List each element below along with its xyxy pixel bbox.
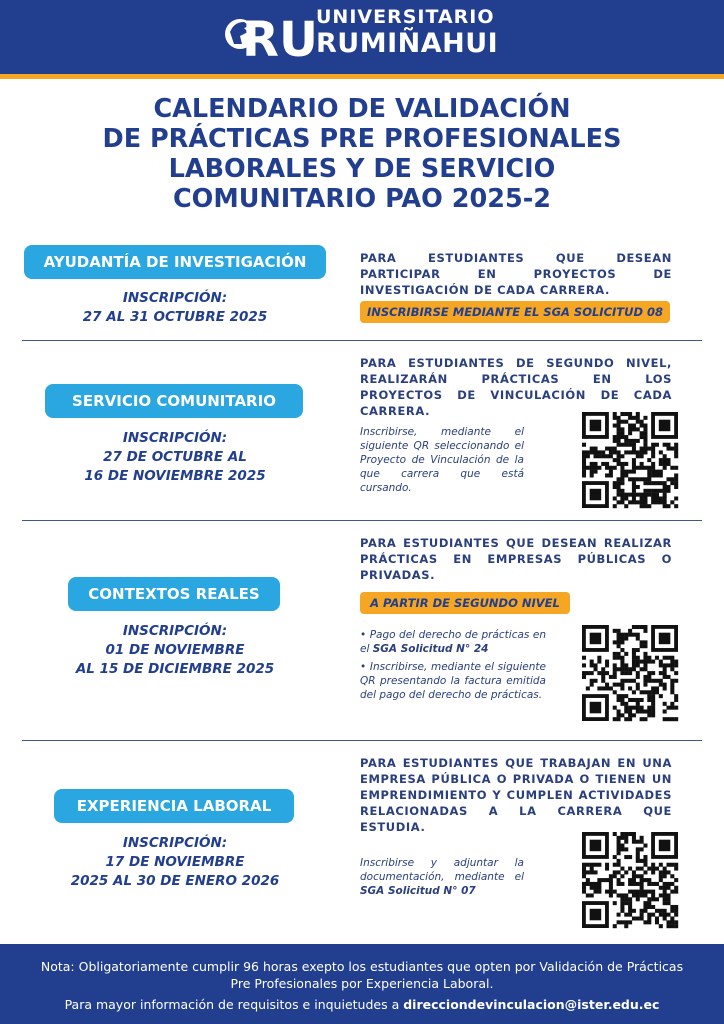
inscription-date: 27 AL 31 OCTUBRE 2025 xyxy=(82,309,268,325)
section-note xyxy=(360,856,524,898)
inscription-label: INSCRIPCIÓN: xyxy=(122,290,228,306)
note-bold: SGA Solicitud N° 24 xyxy=(372,643,489,655)
title-line: DE PRÁCTICAS PRE PROFESIONALES xyxy=(102,124,622,154)
section-divider xyxy=(22,740,702,741)
note-text: • Pago del derecho de prácticas en el xyxy=(360,629,546,655)
inscription-date: 01 DE NOVIEMBRE xyxy=(105,642,245,658)
inscription-block-ayudantia xyxy=(24,289,326,327)
section-divider xyxy=(22,340,702,341)
university-logo-icon xyxy=(220,10,318,68)
note-text: Inscribirse y adjuntar la documentación, mediante el xyxy=(360,857,524,883)
section-description: PARA ESTUDIANTES QUE DESEAN PARTICIPAR EN PROYECTOS DE INVESTIGACIÓN DE CADA CARRERA. xyxy=(360,251,672,297)
brand-line-2: RUMIÑAHUI xyxy=(316,28,499,59)
brand-line-1: UNIVERSITARIO xyxy=(316,6,495,28)
title-line: CALENDARIO DE VALIDACIÓN xyxy=(153,94,571,124)
section-pill-servicio: SERVICIO COMUNITARIO xyxy=(45,384,303,418)
footer-info-text: Para mayor información de requisitos e inquietudes a xyxy=(64,997,400,1012)
footer-note: Nota: Obligatoriamente cumplir 96 horas exepto los estudiantes que opten por Validación de Prácticas Pre Profesionales por Experiencia Laboral. xyxy=(40,959,684,991)
section-pill-contextos: CONTEXTOS REALES xyxy=(68,577,280,611)
section-description: PARA ESTUDIANTES DE SEGUNDO NIVEL, REALIZARÁN PRÁCTICAS EN LOS PROYECTOS DE VINCULACIÓN DE CADA CARRERA. xyxy=(360,356,672,418)
contact-email-link[interactable]: direcciondevinculacion@ister.edu.ec xyxy=(403,997,660,1012)
header-bar xyxy=(0,0,724,74)
inscription-date: 16 DE NOVIEMBRE 2025 xyxy=(84,468,266,484)
section-tag: INSCRIBIRSE MEDIANTE EL SGA SOLICITUD 08 xyxy=(360,301,670,323)
qr-code-icon[interactable] xyxy=(582,625,678,721)
inscription-date: 2025 AL 30 DE ENERO 2026 xyxy=(70,873,280,889)
title-line: LABORALES Y DE SERVICIO xyxy=(168,154,556,184)
section-description: PARA ESTUDIANTES QUE DESEAN REALIZAR PRÁCTICAS EN EMPRESAS PÚBLICAS O PRIVADAS. xyxy=(360,536,672,582)
inscription-block-servicio xyxy=(24,429,326,486)
section-pill-ayudantia: AYUDANTÍA DE INVESTIGACIÓN xyxy=(24,245,326,279)
inscription-block-experiencia xyxy=(24,834,326,891)
section-pill-experiencia: EXPERIENCIA LABORAL xyxy=(54,789,294,823)
qr-code-icon[interactable] xyxy=(582,412,678,508)
inscription-block-contextos xyxy=(24,622,326,679)
brand-name xyxy=(316,8,498,57)
inscription-label: INSCRIPCIÓN: xyxy=(122,623,228,639)
header-accent-stripe xyxy=(0,74,724,79)
note-bold: SGA Solicitud N° 07 xyxy=(360,885,476,897)
footer-info xyxy=(20,996,704,1013)
inscription-date: 27 DE OCTUBRE AL xyxy=(103,449,247,465)
section-tag: A PARTIR DE SEGUNDO NIVEL xyxy=(360,592,570,614)
section-description: PARA ESTUDIANTES QUE TRABAJAN EN UNA EMPRESA PÚBLICA O PRIVADA O TIENEN UN EMPRENDIMIENTO Y CUMPLEN ACTIVIDADES RELACIONADAS A LA CARRERA QUE ESTUDIA. xyxy=(360,756,672,834)
section-note xyxy=(360,628,546,656)
inscription-label: INSCRIPCIÓN: xyxy=(122,835,228,851)
title-line: COMUNITARIO PAO 2025-2 xyxy=(172,184,552,214)
svg-text:RU: RU xyxy=(242,12,318,68)
inscription-date: AL 15 DE DICIEMBRE 2025 xyxy=(75,661,275,677)
inscription-date: 17 DE NOVIEMBRE xyxy=(105,854,245,870)
page-title xyxy=(40,94,684,214)
section-divider xyxy=(22,520,702,521)
section-note: • Inscribirse, mediante el siguiente QR presentando la factura emitida del pago del derecho de prácticas. xyxy=(360,661,546,701)
footer-bar xyxy=(0,944,724,1024)
qr-code-icon[interactable] xyxy=(582,832,678,928)
inscription-label: INSCRIPCIÓN: xyxy=(122,430,228,446)
section-note: Inscribirse, mediante el siguiente QR seleccionando el Proyecto de Vinculación de la que carrera que está cursando. xyxy=(360,426,524,494)
